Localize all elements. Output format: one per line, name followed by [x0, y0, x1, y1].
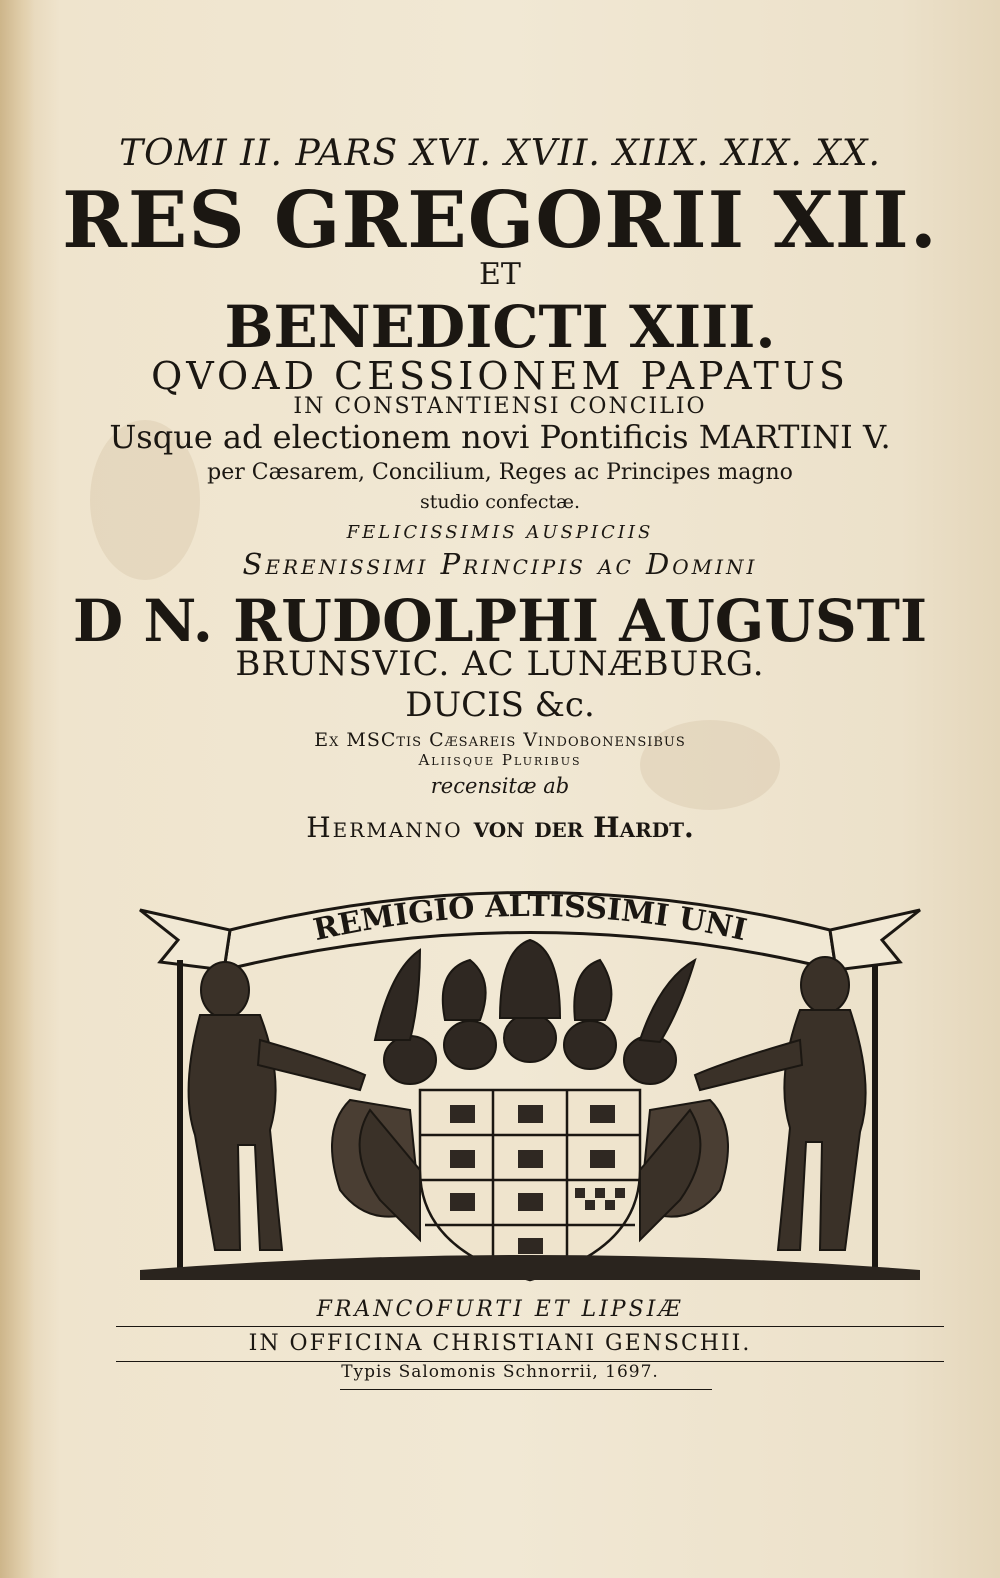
dedication-line: FELICISSIMIS AUSPICIIS: [346, 522, 654, 543]
dedicatee-territory: BRUNSVIC. AC LUNÆBURG.: [235, 644, 765, 684]
heraldic-emblem: [120, 870, 940, 1290]
volume-line: TOMI II. PARS XVI. XVII. XIIX. XIX. XX.: [119, 133, 881, 174]
dedicatee-name: D N. RUDOLPHI AUGUSTI: [72, 587, 928, 655]
title-conjunction: ET: [479, 257, 521, 292]
imprint-printer: Typis Salomonis Schnorrii, 1697.: [341, 1362, 659, 1382]
main-title: RES GREGORII XII.: [62, 175, 938, 266]
editor-intro: recensitæ ab: [430, 774, 570, 798]
ground: [140, 1255, 920, 1280]
editor-name: [0, 811, 1000, 844]
imprint-rule-bottom: [340, 1389, 712, 1390]
wild-man-left: [180, 960, 365, 1270]
dedication-serenissimi: Serenissimi Principis ac Domini: [242, 547, 758, 581]
subtitle-quoad: QVOAD CESSIONEM PAPATUS: [151, 354, 849, 398]
subtitle-studio: studio confectæ.: [419, 491, 581, 513]
source-line-second: Aliisque Pluribus: [418, 751, 582, 769]
subtitle-per: per Cæsarem, Concilium, Reges ac Principes magno: [207, 460, 793, 485]
main-title-second: BENEDICTI XIII.: [224, 293, 776, 361]
subtitle-concilio: IN CONSTANTIENSI CONCILIO: [293, 394, 707, 419]
coat-of-arms-shield: [420, 1090, 640, 1280]
motto-text: REMIGIO ALTISSIMI UNI: [310, 888, 750, 949]
source-line: Ex MSCtis Cæsareis Vindobonensibus: [314, 729, 686, 751]
subtitle-usque: Usque ad electionem novi Pontificis MARTINI V.: [109, 418, 891, 456]
imprint-rule-top: [116, 1326, 944, 1327]
imprint-place: FRANCOFURTI ET LIPSIÆ: [316, 1297, 684, 1322]
wild-man-right: [695, 957, 875, 1270]
helmet-crests: [375, 940, 695, 1084]
editor-surname: von der Hardt.: [473, 811, 694, 844]
imprint-officina: IN OFFICINA CHRISTIANI GENSCHII.: [248, 1331, 752, 1356]
dedicatee-title: DUCIS &c.: [405, 685, 595, 725]
editor-first-name: Hermanno: [306, 811, 463, 844]
